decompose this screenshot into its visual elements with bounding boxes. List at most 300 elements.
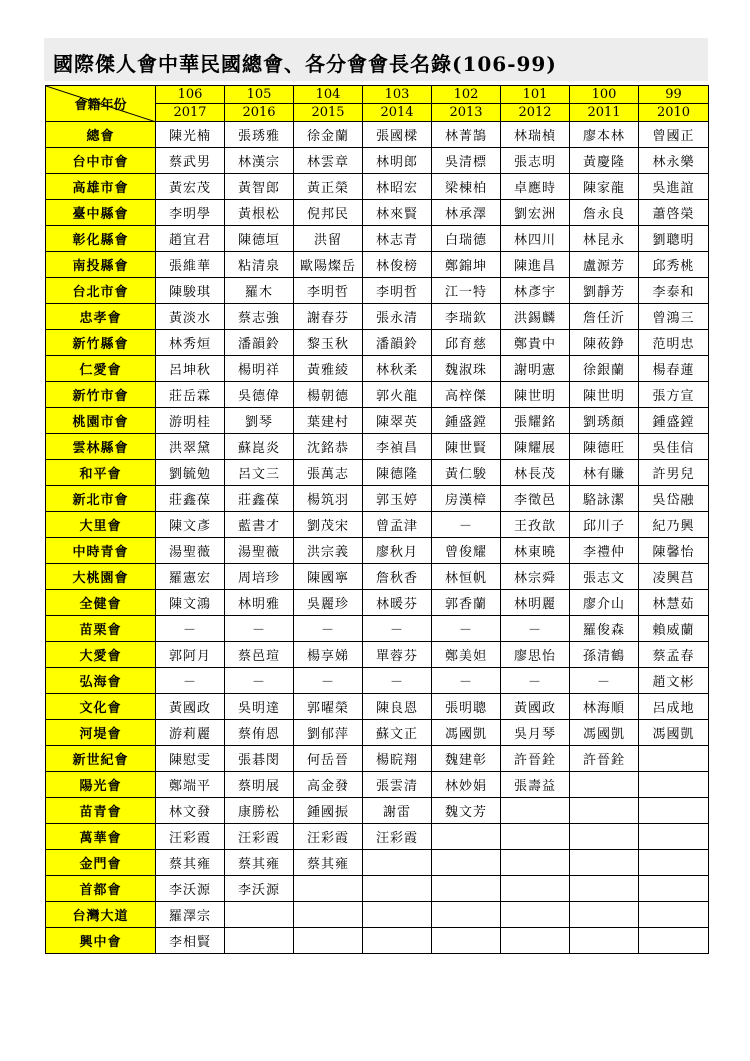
table-row [46, 408, 709, 434]
chapter-name-cell: 彰化縣會 [46, 226, 156, 252]
president-name-cell [639, 850, 709, 876]
president-name-cell: 郭曜榮 [294, 694, 363, 720]
president-name-cell: 張永清 [363, 304, 432, 330]
president-name-cell: 曾鴻三 [639, 304, 709, 330]
chapter-name-cell: 仁愛會 [46, 356, 156, 382]
president-name-cell: 蔡明展 [225, 772, 294, 798]
president-name-cell [501, 876, 570, 902]
president-name-cell: 郭香蘭 [432, 590, 501, 616]
chapter-name-cell: 新北市會 [46, 486, 156, 512]
table-row [46, 174, 709, 200]
chapter-name-cell: 萬華會 [46, 824, 156, 850]
president-name-cell: 卓應時 [501, 174, 570, 200]
chapter-name-cell: 興中會 [46, 928, 156, 954]
table-row [46, 746, 709, 772]
president-name-cell: 林東曉 [501, 538, 570, 564]
president-name-cell [501, 928, 570, 954]
president-name-cell: 李明哲 [363, 278, 432, 304]
year-ad-cell: 2014 [363, 104, 432, 122]
president-name-cell: 林來賢 [363, 200, 432, 226]
table-row [46, 668, 709, 694]
year-roc-cell: 104 [294, 86, 363, 104]
table-row [46, 200, 709, 226]
president-name-cell: 汪彩霞 [156, 824, 225, 850]
president-name-cell [363, 850, 432, 876]
president-name-cell: 蘇文正 [363, 720, 432, 746]
president-name-cell: 郭火龍 [363, 382, 432, 408]
president-name-cell: 洪留 [294, 226, 363, 252]
president-name-cell: 蘇崑炎 [225, 434, 294, 460]
year-roc-cell: 102 [432, 86, 501, 104]
chapter-name-cell: 和平會 [46, 460, 156, 486]
president-name-cell [501, 850, 570, 876]
table-row [46, 226, 709, 252]
table-row [46, 330, 709, 356]
president-name-cell: 湯聖薇 [225, 538, 294, 564]
president-name-cell: 呂坤秋 [156, 356, 225, 382]
president-name-cell: 蔡孟春 [639, 642, 709, 668]
president-name-cell: 徐銀蘭 [570, 356, 639, 382]
president-name-cell: 沈銘恭 [294, 434, 363, 460]
president-name-cell: 張志文 [570, 564, 639, 590]
president-name-cell: － [225, 616, 294, 642]
year-roc-cell: 106 [156, 86, 225, 104]
president-name-cell: 林海順 [570, 694, 639, 720]
president-name-cell: 陳國寧 [294, 564, 363, 590]
president-name-cell: 陳文鴻 [156, 590, 225, 616]
table-row [46, 590, 709, 616]
president-name-cell: 魏淑珠 [432, 356, 501, 382]
president-name-cell: 孫清鶴 [570, 642, 639, 668]
president-name-cell: － [225, 668, 294, 694]
president-name-cell: 曾孟津 [363, 512, 432, 538]
president-name-cell: 吳明達 [225, 694, 294, 720]
chapter-name-cell: 南投縣會 [46, 252, 156, 278]
president-name-cell: 楊春蓮 [639, 356, 709, 382]
chapter-name-cell: 苗青會 [46, 798, 156, 824]
president-name-cell: 湯聖薇 [156, 538, 225, 564]
president-name-cell: 張方宣 [639, 382, 709, 408]
president-name-cell: 蔡其雍 [156, 850, 225, 876]
table-row [46, 798, 709, 824]
table-row [46, 538, 709, 564]
president-name-cell: 魏建彰 [432, 746, 501, 772]
president-name-cell: 詹任沂 [570, 304, 639, 330]
president-name-cell: 康勝松 [225, 798, 294, 824]
president-name-cell [294, 928, 363, 954]
president-name-cell [225, 902, 294, 928]
president-name-cell [294, 876, 363, 902]
president-name-cell: 紀乃興 [639, 512, 709, 538]
president-name-cell: 黃仁駿 [432, 460, 501, 486]
president-name-cell: 李相賢 [156, 928, 225, 954]
chapter-name-cell: 大愛會 [46, 642, 156, 668]
president-name-cell: 白瑞德 [432, 226, 501, 252]
president-name-cell: 吳月琴 [501, 720, 570, 746]
president-name-cell: 呂成地 [639, 694, 709, 720]
president-name-cell: 劉琴 [225, 408, 294, 434]
president-name-cell: 廖秋月 [363, 538, 432, 564]
president-name-cell: － [432, 668, 501, 694]
table-row [46, 902, 709, 928]
president-name-cell: 郭阿月 [156, 642, 225, 668]
president-name-cell: 汪彩霞 [294, 824, 363, 850]
president-name-cell: 林文發 [156, 798, 225, 824]
president-name-cell: 鄭錦坤 [432, 252, 501, 278]
president-name-cell: 張耀銘 [501, 408, 570, 434]
president-name-cell [225, 928, 294, 954]
president-name-cell: 賴威蘭 [639, 616, 709, 642]
president-name-cell: 高金發 [294, 772, 363, 798]
table-row [46, 460, 709, 486]
president-name-cell [639, 824, 709, 850]
president-name-cell [570, 876, 639, 902]
president-name-cell: 陳耀展 [501, 434, 570, 460]
president-name-cell: 陳文彥 [156, 512, 225, 538]
president-name-cell: 劉郁萍 [294, 720, 363, 746]
president-name-cell: 莊岳霖 [156, 382, 225, 408]
president-name-cell: 李明哲 [294, 278, 363, 304]
president-name-cell: － [501, 668, 570, 694]
president-name-cell: 吳進誼 [639, 174, 709, 200]
president-name-cell: 游明桂 [156, 408, 225, 434]
president-name-cell: 駱詠潔 [570, 486, 639, 512]
president-name-cell [363, 902, 432, 928]
table-row [46, 928, 709, 954]
president-name-cell: 許晉銓 [501, 746, 570, 772]
president-name-cell: 汪彩霞 [225, 824, 294, 850]
chapter-name-cell: 首都會 [46, 876, 156, 902]
president-name-cell [639, 798, 709, 824]
president-name-cell: 梁棟柏 [432, 174, 501, 200]
president-name-cell: － [156, 616, 225, 642]
president-name-cell: 楊享娣 [294, 642, 363, 668]
chapter-name-cell: 大桃園會 [46, 564, 156, 590]
chapter-name-cell: 金門會 [46, 850, 156, 876]
president-name-cell [639, 902, 709, 928]
president-name-cell: 羅澤宗 [156, 902, 225, 928]
president-name-cell: 陳翠英 [363, 408, 432, 434]
president-name-cell: 廖思怡 [501, 642, 570, 668]
president-name-cell: 林彥宇 [501, 278, 570, 304]
president-name-cell: 林妙娟 [432, 772, 501, 798]
president-name-cell: 張志明 [501, 148, 570, 174]
president-name-cell: 張維華 [156, 252, 225, 278]
table-row [46, 876, 709, 902]
table-row [46, 382, 709, 408]
president-name-cell: 楊筑羽 [294, 486, 363, 512]
president-name-cell: 廖介山 [570, 590, 639, 616]
president-name-cell: 林菁鵠 [432, 122, 501, 148]
table-row [46, 772, 709, 798]
president-name-cell [570, 928, 639, 954]
president-name-cell: 凌興莒 [639, 564, 709, 590]
president-name-cell [363, 876, 432, 902]
president-name-cell: 黃宏茂 [156, 174, 225, 200]
president-name-cell: 張琇雅 [225, 122, 294, 148]
president-name-cell: 林承澤 [432, 200, 501, 226]
president-name-cell: 林雲章 [294, 148, 363, 174]
president-name-cell [501, 824, 570, 850]
president-name-cell [570, 850, 639, 876]
presidents-table [45, 85, 709, 954]
chapter-name-cell: 新世紀會 [46, 746, 156, 772]
president-name-cell: 林明郎 [363, 148, 432, 174]
chapter-name-cell: 新竹市會 [46, 382, 156, 408]
president-name-cell [639, 746, 709, 772]
president-name-cell: 張壽益 [501, 772, 570, 798]
year-ad-cell: 2016 [225, 104, 294, 122]
table-row [46, 278, 709, 304]
president-name-cell: 劉毓勉 [156, 460, 225, 486]
president-name-cell: 吳岱融 [639, 486, 709, 512]
president-name-cell: 謝明憲 [501, 356, 570, 382]
president-name-cell: 黃國政 [501, 694, 570, 720]
table-row [46, 304, 709, 330]
president-name-cell: 黃雅綾 [294, 356, 363, 382]
table-row [46, 486, 709, 512]
chapter-name-cell: 台灣大道 [46, 902, 156, 928]
president-name-cell: 林志青 [363, 226, 432, 252]
president-name-cell [639, 876, 709, 902]
president-name-cell [432, 876, 501, 902]
president-name-cell [294, 902, 363, 928]
president-name-cell: 江一特 [432, 278, 501, 304]
president-name-cell: 魏文芳 [432, 798, 501, 824]
president-name-cell: 謝春芬 [294, 304, 363, 330]
president-name-cell: 洪宗義 [294, 538, 363, 564]
president-name-cell: 林昆永 [570, 226, 639, 252]
president-name-cell: － [363, 668, 432, 694]
president-name-cell: 蔡邑瑄 [225, 642, 294, 668]
president-name-cell: 何岳晉 [294, 746, 363, 772]
president-name-cell: 楊睆翔 [363, 746, 432, 772]
president-name-cell [432, 928, 501, 954]
president-name-cell [570, 772, 639, 798]
chapter-name-cell: 苗栗會 [46, 616, 156, 642]
president-name-cell: 林宗舜 [501, 564, 570, 590]
president-name-cell: 林瑞楨 [501, 122, 570, 148]
president-name-cell: 葉建村 [294, 408, 363, 434]
president-name-cell: 林暖芬 [363, 590, 432, 616]
president-name-cell: 曾國正 [639, 122, 709, 148]
year-ad-cell: 2012 [501, 104, 570, 122]
president-name-cell: 粘清泉 [225, 252, 294, 278]
president-name-cell: 黃淡水 [156, 304, 225, 330]
president-name-cell: 房漢樟 [432, 486, 501, 512]
chapter-name-cell: 忠孝會 [46, 304, 156, 330]
president-name-cell: 周培珍 [225, 564, 294, 590]
president-name-cell: 鍾盛鏜 [432, 408, 501, 434]
president-name-cell: 劉靜芳 [570, 278, 639, 304]
president-name-cell: 馮國凱 [432, 720, 501, 746]
president-name-cell: 吳麗珍 [294, 590, 363, 616]
table-row [46, 720, 709, 746]
table-row [46, 694, 709, 720]
president-name-cell: 曾俊耀 [432, 538, 501, 564]
president-name-cell: 林秋柔 [363, 356, 432, 382]
president-name-cell: 蔡志強 [225, 304, 294, 330]
president-name-cell: 陳慰雯 [156, 746, 225, 772]
president-name-cell: 黃智郎 [225, 174, 294, 200]
president-name-cell: － [363, 616, 432, 642]
president-name-cell: 蔡侑恩 [225, 720, 294, 746]
president-name-cell: 林永樂 [639, 148, 709, 174]
president-name-cell: 黃慶隆 [570, 148, 639, 174]
president-name-cell [570, 824, 639, 850]
president-name-cell: 馮國凱 [570, 720, 639, 746]
president-name-cell: 鄭貴中 [501, 330, 570, 356]
chapter-name-cell: 高雄市會 [46, 174, 156, 200]
table-row [46, 356, 709, 382]
year-roc-cell: 103 [363, 86, 432, 104]
president-name-cell: 張萬志 [294, 460, 363, 486]
president-name-cell: 劉宏洲 [501, 200, 570, 226]
president-name-cell [432, 902, 501, 928]
president-name-cell: － [294, 616, 363, 642]
president-name-cell: 劉茂宋 [294, 512, 363, 538]
year-ad-cell: 2010 [639, 104, 709, 122]
president-name-cell: 張碁閔 [225, 746, 294, 772]
president-name-cell: 李沃源 [225, 876, 294, 902]
president-name-cell: 王孜歆 [501, 512, 570, 538]
president-name-cell: 倪邦民 [294, 200, 363, 226]
president-name-cell: 詹永良 [570, 200, 639, 226]
chapter-name-cell: 桃園市會 [46, 408, 156, 434]
president-name-cell [432, 824, 501, 850]
year-ad-cell: 2011 [570, 104, 639, 122]
president-name-cell: 詹秋香 [363, 564, 432, 590]
president-name-cell: 羅俊森 [570, 616, 639, 642]
president-name-cell: 陳莜錚 [570, 330, 639, 356]
president-name-cell: 林有賺 [570, 460, 639, 486]
chapter-name-cell: 新竹縣會 [46, 330, 156, 356]
president-name-cell: 吳德偉 [225, 382, 294, 408]
president-name-cell: 林昭宏 [363, 174, 432, 200]
president-name-cell: － [156, 668, 225, 694]
president-name-cell: 陳家龍 [570, 174, 639, 200]
president-name-cell [501, 798, 570, 824]
table-row [46, 252, 709, 278]
president-name-cell: 楊明祥 [225, 356, 294, 382]
president-name-cell: 林秀烜 [156, 330, 225, 356]
president-name-cell: 陳進昌 [501, 252, 570, 278]
president-name-cell: 李沃源 [156, 876, 225, 902]
year-ad-cell: 2015 [294, 104, 363, 122]
president-name-cell: 莊鑫葆 [225, 486, 294, 512]
president-name-cell: 蔡其雍 [225, 850, 294, 876]
president-name-cell: 林漢宗 [225, 148, 294, 174]
year-ad-cell: 2017 [156, 104, 225, 122]
president-name-cell: － [432, 512, 501, 538]
year-roc-cell: 105 [225, 86, 294, 104]
chapter-name-cell: 大里會 [46, 512, 156, 538]
table-row [46, 148, 709, 174]
president-name-cell: 馮國凱 [639, 720, 709, 746]
chapter-name-cell: 文化會 [46, 694, 156, 720]
president-name-cell: 洪錫麟 [501, 304, 570, 330]
president-name-cell: 黃根松 [225, 200, 294, 226]
chapter-name-cell: 河堤會 [46, 720, 156, 746]
president-name-cell: 鄭美妲 [432, 642, 501, 668]
page-title: 國際傑人會中華民國總會、各分會會長名錄(106-99) [44, 38, 708, 81]
president-name-cell: 潘韻鈴 [363, 330, 432, 356]
table-row [46, 512, 709, 538]
president-name-cell: 徐金蘭 [294, 122, 363, 148]
president-name-cell: 劉琇顏 [570, 408, 639, 434]
president-name-cell: － [570, 668, 639, 694]
president-name-cell: 李明學 [156, 200, 225, 226]
chapter-name-cell: 台北市會 [46, 278, 156, 304]
president-name-cell: 張國樑 [363, 122, 432, 148]
president-name-cell: 張雲清 [363, 772, 432, 798]
president-name-cell [501, 902, 570, 928]
president-name-cell: 許晉銓 [570, 746, 639, 772]
president-name-cell: 郭玉婷 [363, 486, 432, 512]
president-name-cell: 陳世明 [501, 382, 570, 408]
chapter-name-cell: 臺中縣會 [46, 200, 156, 226]
president-name-cell: 張明聰 [432, 694, 501, 720]
president-name-cell: 高梓傑 [432, 382, 501, 408]
president-name-cell: 黃正榮 [294, 174, 363, 200]
president-name-cell: 趙宜君 [156, 226, 225, 252]
corner-header-label: 會籍年份 [74, 98, 127, 113]
president-name-cell: 呂文三 [225, 460, 294, 486]
chapter-name-cell: 全健會 [46, 590, 156, 616]
president-name-cell: 邱秀桃 [639, 252, 709, 278]
table-body [46, 86, 709, 954]
president-name-cell: － [501, 616, 570, 642]
president-name-cell: － [294, 668, 363, 694]
president-name-cell: 羅木 [225, 278, 294, 304]
president-name-cell: 邱育慈 [432, 330, 501, 356]
table-row [46, 824, 709, 850]
president-name-cell: 陳駿琪 [156, 278, 225, 304]
president-name-cell: 單蓉芬 [363, 642, 432, 668]
chapter-name-cell: 總會 [46, 122, 156, 148]
chapter-name-cell: 中時青會 [46, 538, 156, 564]
president-name-cell: 李泰和 [639, 278, 709, 304]
president-name-cell: 陳世明 [570, 382, 639, 408]
president-name-cell: 林慧茹 [639, 590, 709, 616]
president-name-cell: 李瑞欽 [432, 304, 501, 330]
president-name-cell: 蕭啓榮 [639, 200, 709, 226]
table-row [46, 564, 709, 590]
president-name-cell: 林明麗 [501, 590, 570, 616]
president-name-cell: 林長茂 [501, 460, 570, 486]
president-name-cell: 廖本林 [570, 122, 639, 148]
president-name-cell: 吳佳信 [639, 434, 709, 460]
president-name-cell: 范明忠 [639, 330, 709, 356]
president-name-cell [570, 902, 639, 928]
president-name-cell: 藍書才 [225, 512, 294, 538]
president-name-cell: 汪彩霞 [363, 824, 432, 850]
president-name-cell: 游莉麗 [156, 720, 225, 746]
president-name-cell: 羅憲宏 [156, 564, 225, 590]
year-roc-cell: 100 [570, 86, 639, 104]
president-name-cell [639, 772, 709, 798]
table-row [46, 616, 709, 642]
chapter-name-cell: 台中市會 [46, 148, 156, 174]
president-name-cell: 李禮仲 [570, 538, 639, 564]
table-row [46, 850, 709, 876]
president-name-cell: 潘韻鈴 [225, 330, 294, 356]
president-name-cell: 鍾盛鏜 [639, 408, 709, 434]
year-ad-cell: 2013 [432, 104, 501, 122]
president-name-cell: 洪翠黛 [156, 434, 225, 460]
president-name-cell [363, 928, 432, 954]
president-name-cell: 黃國政 [156, 694, 225, 720]
